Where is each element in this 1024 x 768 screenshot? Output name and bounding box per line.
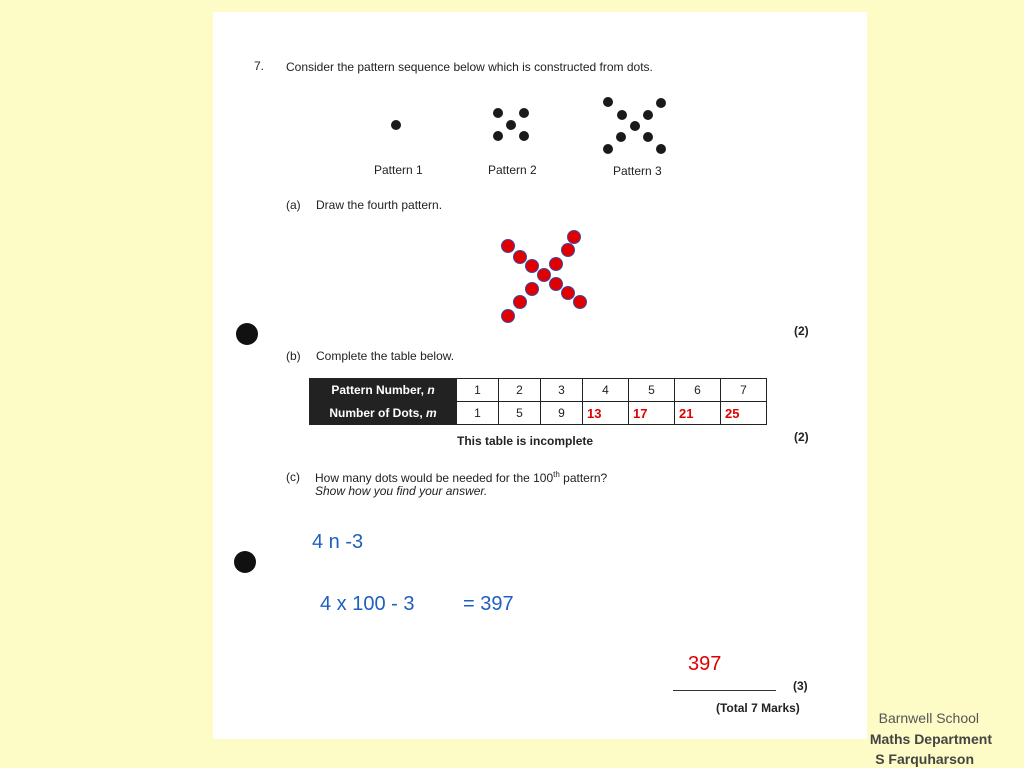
punch-hole-top [236, 323, 258, 345]
total-marks: (Total 7 Marks) [716, 701, 800, 715]
answer-dot [567, 230, 581, 244]
table-cell: 9 [541, 402, 583, 425]
pattern-dot [617, 110, 627, 120]
part-a-text: Draw the fourth pattern. [316, 198, 443, 212]
answer-cell: 17 [629, 402, 675, 425]
pattern-dot [493, 108, 503, 118]
answer-cell: 21 [675, 402, 721, 425]
pattern-dot [656, 144, 666, 154]
pattern-dot [391, 120, 401, 130]
answer-dot [573, 295, 587, 309]
answer-cell: 25 [721, 402, 767, 425]
question-number: 7. [254, 59, 265, 73]
answer-dot [561, 243, 575, 257]
table-cell: 6 [675, 379, 721, 402]
answer-line [673, 690, 776, 691]
part-c-marks: (3) [793, 679, 808, 693]
table-row-pattern-number [310, 379, 767, 402]
answer-dot [549, 257, 563, 271]
pattern-dot [643, 132, 653, 142]
row-header-number-of-dots: Number of Dots, m [310, 402, 457, 425]
table-cell: 5 [499, 402, 541, 425]
pattern-2-label: Pattern 2 [488, 163, 537, 177]
part-b-marks: (2) [794, 430, 809, 444]
table-cell: 4 [583, 379, 629, 402]
pattern-dot [506, 120, 516, 130]
pattern-dot [519, 108, 529, 118]
table-caption: This table is incomplete [457, 434, 594, 448]
answer-dot [501, 239, 515, 253]
table-cell: 1 [457, 379, 499, 402]
table-cell: 3 [541, 379, 583, 402]
part-a-label: (a) [286, 198, 301, 212]
pattern-dot [643, 110, 653, 120]
working-calculation: 4 x 100 - 3 [320, 593, 415, 615]
pattern-table [309, 378, 767, 425]
pattern-dot [603, 144, 613, 154]
pattern-dot [603, 97, 613, 107]
working-formula: 4 n -3 [312, 531, 364, 553]
row-header-pattern-number: Pattern Number, n [310, 379, 457, 402]
table-cell: 1 [457, 402, 499, 425]
part-c-text: How many dots would be needed for the 100th pattern? [315, 470, 608, 485]
table-row-number-of-dots [310, 402, 767, 425]
final-answer: 397 [688, 653, 722, 675]
pattern-3-label: Pattern 3 [613, 164, 662, 178]
part-a-marks: (2) [794, 324, 809, 338]
part-b-text: Complete the table below. [316, 349, 455, 363]
question-stem: Consider the pattern sequence below which is constructed from dots. [286, 60, 653, 74]
answer-dot [501, 309, 515, 323]
part-b-label: (b) [286, 349, 301, 363]
answer-dot [525, 282, 539, 296]
credit-school: Barnwell School [878, 710, 979, 726]
pattern-dot [616, 132, 626, 142]
credit-author: S Farquharson [875, 751, 974, 767]
part-c-label: (c) [286, 470, 300, 484]
part-c-subtext: Show how you find your answer. [315, 484, 488, 498]
answer-dot [513, 295, 527, 309]
pattern-dot [630, 121, 640, 131]
pattern-dot [519, 131, 529, 141]
table-cell: 7 [721, 379, 767, 402]
table-cell: 2 [499, 379, 541, 402]
worksheet-page [213, 12, 867, 739]
pattern-dot [493, 131, 503, 141]
answer-cell: 13 [583, 402, 629, 425]
pattern-1-label: Pattern 1 [374, 163, 423, 177]
credit-department: Maths Department [869, 731, 992, 747]
pattern-dot [656, 98, 666, 108]
working-result: = 397 [463, 593, 514, 615]
punch-hole-bottom [234, 551, 256, 573]
table-cell: 5 [629, 379, 675, 402]
